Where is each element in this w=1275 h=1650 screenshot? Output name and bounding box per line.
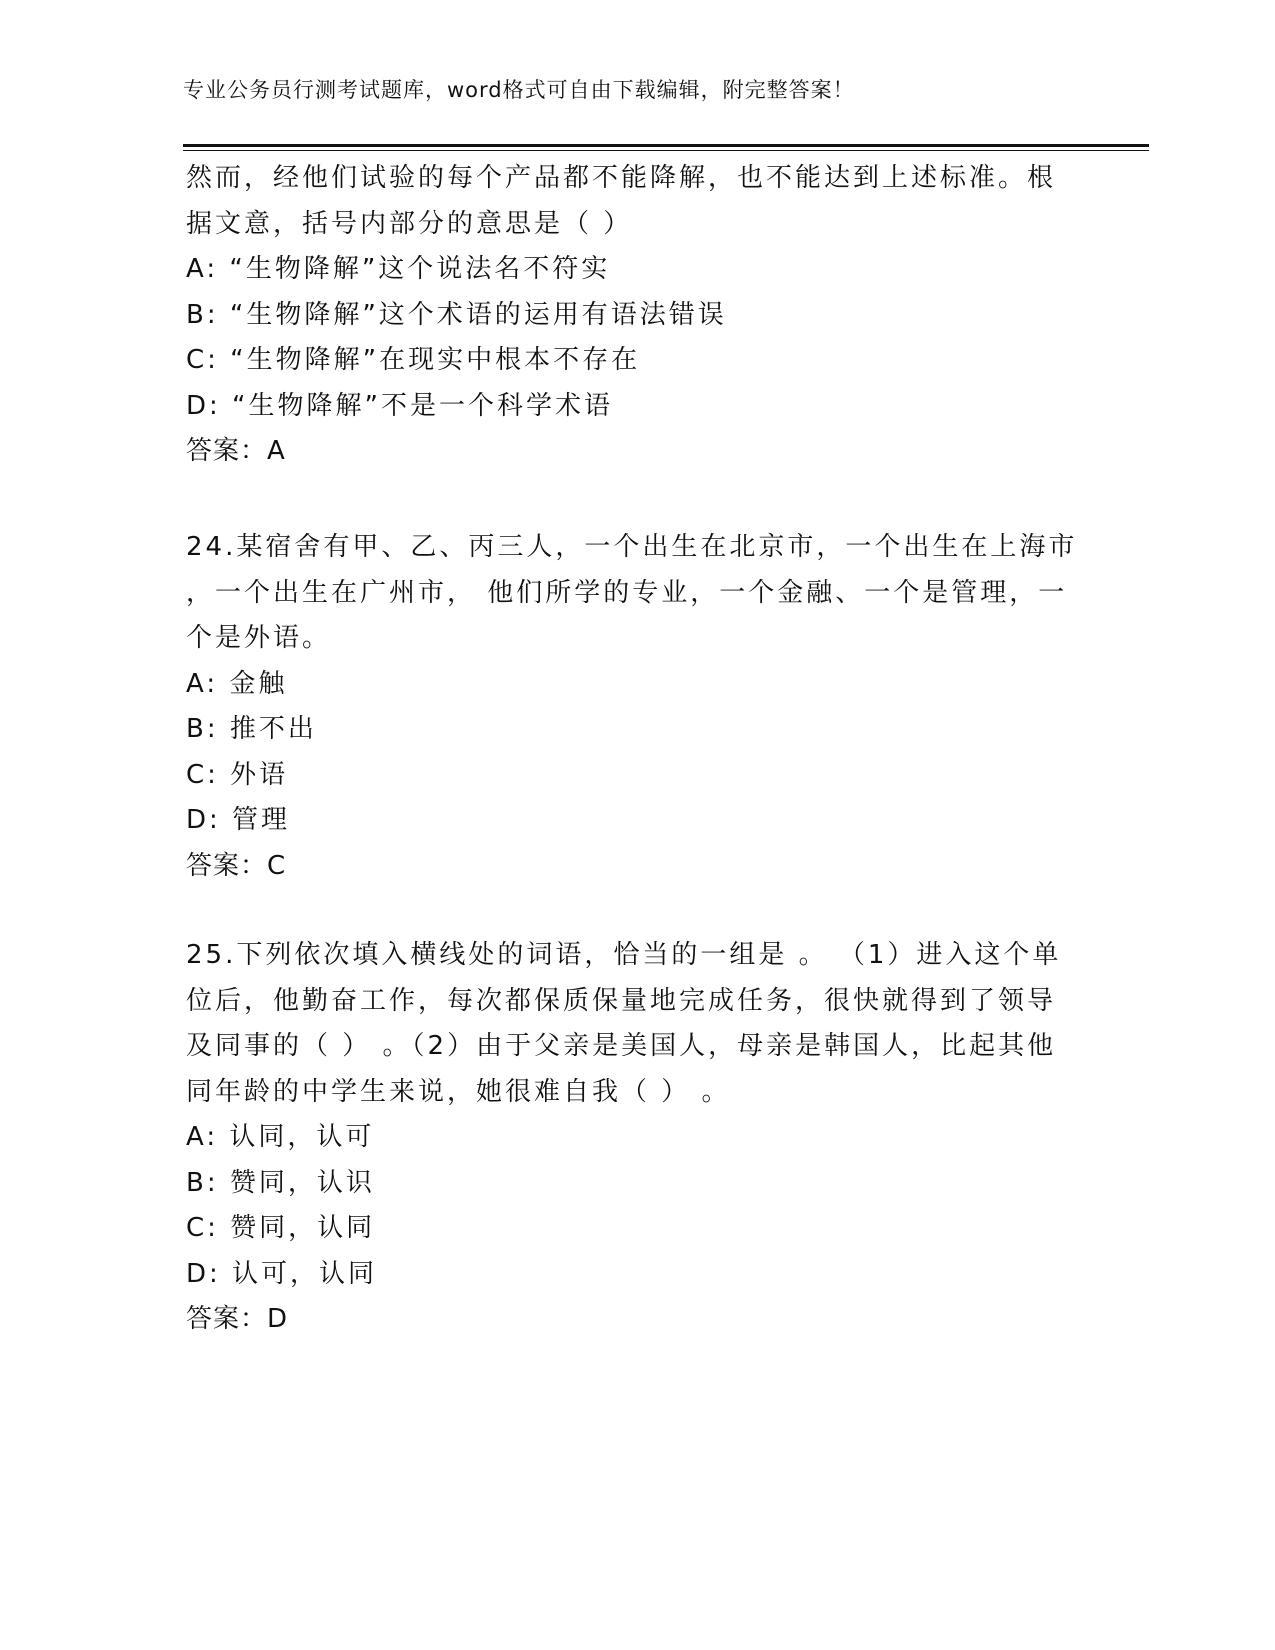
page-header: 专业公务员行测考试题库，word格式可自由下载编辑，附完整答案！ xyxy=(183,78,855,102)
option-a: A: 认同，认可 xyxy=(186,1122,375,1152)
question-stem-line: 个是外语。 xyxy=(186,623,332,653)
option-d: D: 管理 xyxy=(186,805,291,835)
question-stem-line: 24.某宿舍有甲、乙、丙三人，一个出生在北京市，一个出生在上海市 xyxy=(186,532,1078,562)
question-23-continued xyxy=(186,156,1086,475)
question-24 xyxy=(186,525,1086,889)
question-stem-line: 位后，他勤奋工作，每次都保质保量地完成任务，很快就得到了领导 xyxy=(186,985,1057,1016)
question-stem-line: 同年龄的中学生来说，她很难自我（ ） 。 xyxy=(186,1076,731,1107)
question-stem-line: 及同事的（ ） 。（2）由于父亲是美国人，母亲是韩国人，比起其他 xyxy=(186,1031,1057,1061)
option-b: B: 赞同，认识 xyxy=(186,1167,375,1198)
answer: 答案：D xyxy=(186,1304,289,1334)
header-rule-thin xyxy=(183,150,1149,151)
option-c: C: 赞同，认同 xyxy=(186,1213,376,1243)
option-a: A: 金触 xyxy=(186,668,288,699)
option-b: B: “生物降解”这个术语的运用有语法错误 xyxy=(186,299,727,330)
question-stem-line: 据文意，括号内部分的意思是（ ） xyxy=(186,208,633,239)
option-d: D: “生物降解”不是一个科学术语 xyxy=(186,390,613,421)
question-25 xyxy=(186,933,1086,1343)
option-d: D: 认可，认同 xyxy=(186,1258,378,1289)
option-b: B: 推不出 xyxy=(186,714,317,744)
answer: 答案：C xyxy=(186,850,287,881)
option-c: C: 外语 xyxy=(186,759,289,790)
question-stem-line: ，一个出生在广州市， 他们所学的专业，一个金融、一个是管理，一 xyxy=(186,577,1068,608)
header-rule-thick xyxy=(183,144,1149,147)
answer: 答案：A xyxy=(186,436,286,466)
option-a: A: “生物降解”这个说法名不符实 xyxy=(186,254,611,284)
question-stem-line: 25.下列依次填入横线处的词语，恰当的一组是 。 （1）进入这个单 xyxy=(186,940,1062,970)
question-stem-line: 然而，经他们试验的每个产品都不能降解，也不能达到上述标准。根 xyxy=(186,163,1057,193)
option-c: C: “生物降解”在现实中根本不存在 xyxy=(186,345,641,375)
